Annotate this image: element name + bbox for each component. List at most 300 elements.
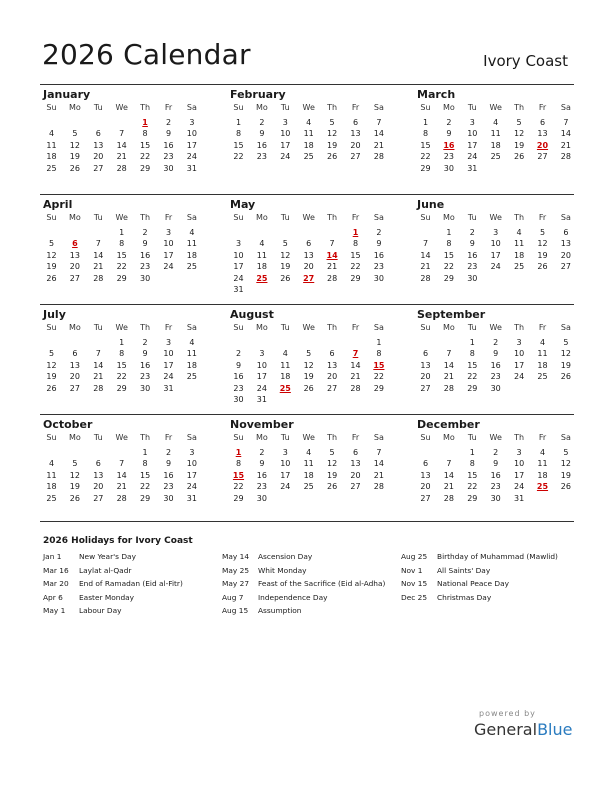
day-cell: 8	[352, 239, 359, 248]
day-cell: 9	[493, 459, 499, 468]
day-cell: 12	[69, 470, 80, 480]
day-cell: 29	[233, 493, 244, 503]
day-cell: 13	[69, 250, 80, 260]
weekday-label: Sa	[186, 103, 197, 112]
month-august	[227, 305, 389, 404]
month-name: April	[43, 198, 73, 211]
day-cell: 28	[116, 493, 127, 503]
weekday-label: Tu	[467, 103, 477, 112]
holiday-day-cell: 15	[373, 360, 385, 370]
holiday-row	[401, 552, 581, 566]
quarter-row	[40, 84, 574, 194]
day-cell: 2	[235, 349, 242, 358]
day-cell: 6	[563, 227, 569, 237]
day-cell: 27	[350, 482, 361, 491]
day-cell: 16	[467, 250, 478, 260]
day-cell: 15	[467, 360, 478, 370]
month-name: November	[230, 418, 294, 431]
holiday-name: Christmas Day	[437, 592, 492, 602]
day-cell: 7	[329, 239, 335, 248]
day-cell: 14	[420, 250, 431, 260]
day-cell: 3	[189, 117, 195, 127]
day-cell: 11	[46, 470, 57, 480]
day-cell: 24	[186, 152, 197, 161]
day-cell: 12	[46, 360, 57, 370]
weekday-label: Sa	[560, 213, 571, 222]
weekday-label: Fr	[351, 103, 360, 112]
day-cell: 28	[373, 482, 384, 491]
day-cell: 18	[537, 470, 548, 480]
holiday-day-cell: 16	[443, 140, 455, 150]
day-cell: 12	[514, 129, 525, 138]
day-cell: 7	[446, 459, 452, 468]
day-cell: 18	[280, 372, 291, 381]
weekday-label: Mo	[255, 433, 268, 442]
day-cell: 7	[376, 447, 382, 457]
day-cell: 21	[373, 140, 384, 150]
day-cell: 10	[233, 250, 244, 260]
day-cell: 23	[373, 262, 384, 271]
weekday-label: Th	[514, 213, 525, 222]
day-cell: 30	[140, 273, 151, 283]
day-cell: 6	[422, 349, 429, 358]
day-cell: 20	[69, 262, 80, 271]
holiday-date: Aug 7	[222, 592, 244, 602]
day-cell: 23	[163, 152, 174, 161]
day-cell: 25	[46, 493, 57, 503]
day-cell: 26	[280, 273, 291, 283]
day-cell: 27	[69, 383, 80, 393]
weekday-label: Mo	[442, 323, 455, 332]
month-september	[414, 305, 576, 393]
holiday-row	[401, 579, 581, 593]
day-cell: 29	[140, 163, 151, 173]
holiday-name: Independence Day	[258, 592, 328, 602]
weekday-label: Fr	[164, 323, 173, 332]
day-cell: 11	[256, 250, 267, 260]
weekday-label: Su	[46, 433, 57, 442]
day-cell: 22	[443, 262, 454, 271]
weekday-label: We	[115, 213, 128, 222]
day-cell: 25	[514, 262, 525, 271]
holiday-name: Easter Monday	[79, 592, 135, 602]
weekday-label: Su	[420, 103, 431, 112]
day-cell: 2	[165, 117, 172, 127]
day-cell: 9	[235, 360, 242, 370]
brand-logo[interactable]	[474, 720, 572, 739]
weekday-label: Tu	[93, 103, 103, 112]
day-cell: 31	[514, 493, 525, 503]
day-cell: 11	[303, 129, 314, 138]
day-cell: 14	[443, 360, 454, 370]
day-cell: 9	[493, 349, 499, 358]
day-cell: 25	[537, 372, 548, 381]
holiday-day-cell: 25	[279, 383, 291, 393]
holiday-date: May 1	[43, 606, 66, 615]
day-cell: 23	[490, 372, 501, 381]
day-cell: 13	[303, 250, 314, 260]
holidays-title: 2026 Holidays for Ivory Coast	[43, 536, 193, 546]
quarter-row	[40, 194, 574, 304]
holiday-day-cell: 6	[72, 239, 78, 248]
holiday-name: Assumption	[258, 606, 302, 615]
weekday-label: Sa	[560, 323, 571, 332]
holiday-name: Laylat al-Qadr	[79, 565, 132, 575]
weekday-label: Sa	[373, 323, 384, 332]
holiday-name: Birthday of Muhammad (Mawlid)	[437, 552, 558, 561]
day-cell: 7	[95, 239, 101, 248]
day-cell: 5	[48, 239, 55, 248]
day-cell: 2	[142, 337, 148, 347]
day-cell: 30	[163, 493, 174, 503]
day-cell: 22	[140, 152, 151, 161]
weekday-label: Th	[514, 103, 525, 112]
day-cell: 22	[350, 262, 361, 271]
day-cell: 5	[516, 117, 522, 127]
weekday-label: Tu	[280, 213, 290, 222]
day-cell: 14	[560, 129, 571, 138]
day-cell: 28	[560, 152, 571, 161]
day-cell: 16	[233, 372, 244, 381]
day-cell: 16	[163, 140, 174, 150]
day-cell: 30	[373, 273, 384, 283]
day-cell: 1	[469, 447, 475, 457]
weekday-label: Tu	[93, 433, 103, 442]
day-cell: 31	[186, 493, 197, 503]
day-cell: 18	[490, 140, 501, 150]
day-cell: 28	[116, 163, 127, 173]
day-cell: 2	[493, 337, 499, 347]
day-cell: 29	[116, 383, 127, 393]
day-cell: 10	[163, 239, 174, 248]
day-cell: 27	[420, 493, 431, 503]
weekday-label: Mo	[442, 213, 455, 222]
holiday-name: New Year's Day	[79, 552, 136, 561]
weekday-label: Th	[140, 323, 151, 332]
day-cell: 11	[537, 349, 548, 358]
weekday-label: Fr	[351, 433, 360, 442]
day-cell: 5	[563, 337, 569, 347]
day-cell: 3	[469, 117, 475, 127]
day-cell: 6	[72, 349, 78, 358]
day-cell: 17	[467, 140, 478, 150]
day-cell: 25	[186, 262, 197, 271]
day-cell: 24	[233, 273, 244, 283]
day-cell: 29	[350, 273, 361, 283]
day-cell: 7	[376, 117, 382, 127]
day-cell: 7	[422, 239, 429, 248]
day-cell: 27	[537, 152, 548, 161]
holiday-day-cell: 20	[536, 140, 549, 150]
day-cell: 19	[280, 262, 291, 271]
holiday-row	[222, 593, 402, 607]
day-cell: 13	[420, 470, 431, 480]
weekday-label: Su	[46, 213, 57, 222]
day-cell: 15	[467, 470, 478, 480]
holiday-day-cell: 25	[536, 482, 549, 491]
holiday-date: Nov 1	[401, 565, 423, 575]
day-cell: 12	[69, 140, 80, 150]
weekday-label: Su	[46, 103, 57, 112]
day-cell: 24	[514, 482, 525, 491]
day-cell: 4	[282, 349, 288, 358]
holiday-date: Nov 15	[401, 579, 428, 588]
holiday-day-cell: 25	[256, 273, 268, 283]
day-cell: 21	[420, 262, 431, 271]
day-cell: 8	[119, 349, 125, 358]
day-cell: 10	[186, 459, 197, 468]
day-cell: 27	[420, 383, 431, 393]
day-cell: 1	[119, 227, 125, 237]
day-cell: 24	[256, 383, 267, 393]
weekday-label: Th	[327, 323, 338, 332]
day-cell: 21	[327, 262, 338, 271]
day-cell: 12	[46, 250, 57, 260]
day-cell: 20	[327, 372, 338, 381]
month-march	[414, 85, 576, 173]
holiday-row	[222, 579, 402, 593]
day-cell: 21	[560, 140, 571, 150]
day-cell: 11	[537, 459, 548, 468]
weekday-label: Th	[327, 433, 338, 442]
day-cell: 30	[443, 163, 454, 173]
day-cell: 9	[259, 129, 265, 138]
day-cell: 12	[280, 250, 291, 260]
day-cell: 19	[537, 250, 548, 260]
weekday-label: Sa	[373, 213, 384, 222]
day-cell: 3	[282, 117, 288, 127]
day-cell: 22	[116, 262, 127, 271]
holiday-name: Feast of the Sacrifice (Eid al-Adha)	[258, 579, 386, 588]
day-cell: 22	[140, 482, 151, 491]
day-cell: 5	[329, 447, 335, 457]
day-cell: 17	[280, 470, 291, 480]
page-title: 2026 Calendar	[42, 38, 251, 71]
month-name: May	[230, 198, 256, 211]
day-cell: 30	[256, 493, 267, 503]
weekday-label: Sa	[373, 433, 384, 442]
day-cell: 28	[420, 273, 431, 283]
weekday-label: Fr	[164, 103, 173, 112]
day-cell: 3	[165, 227, 172, 237]
day-cell: 4	[48, 129, 55, 138]
day-cell: 12	[327, 129, 338, 138]
month-name: February	[230, 88, 286, 101]
day-cell: 13	[537, 129, 548, 138]
day-cell: 8	[119, 239, 125, 248]
day-cell: 24	[163, 372, 174, 381]
day-cell: 11	[514, 239, 525, 248]
day-cell: 20	[93, 482, 104, 491]
weekday-label: Fr	[538, 213, 547, 222]
day-cell: 6	[329, 349, 335, 358]
weekday-label: Tu	[280, 323, 290, 332]
day-cell: 9	[446, 129, 452, 138]
day-cell: 28	[443, 383, 454, 393]
weekday-label: Fr	[538, 433, 547, 442]
day-cell: 27	[327, 383, 338, 393]
weekday-label: Su	[233, 103, 244, 112]
holiday-row	[222, 606, 402, 620]
day-cell: 29	[116, 273, 127, 283]
day-cell: 3	[235, 239, 242, 248]
month-october	[40, 415, 202, 503]
weekday-label: Fr	[351, 323, 360, 332]
weekday-label: We	[115, 103, 128, 112]
day-cell: 4	[539, 447, 546, 457]
quarter-row	[40, 304, 574, 414]
day-cell: 19	[46, 262, 57, 271]
day-cell: 16	[140, 360, 151, 370]
brand-general: General	[474, 720, 538, 739]
holiday-row	[401, 593, 581, 607]
weekday-label: We	[489, 433, 502, 442]
day-cell: 22	[467, 482, 478, 491]
day-cell: 15	[233, 140, 244, 150]
holiday-row	[43, 606, 223, 620]
weekday-label: Th	[327, 213, 338, 222]
day-cell: 11	[186, 239, 197, 248]
month-november	[227, 415, 389, 503]
day-cell: 7	[446, 349, 452, 358]
holiday-day-cell: 1	[235, 447, 242, 457]
day-cell: 8	[446, 239, 452, 248]
day-cell: 16	[256, 140, 267, 150]
holidays-column-2	[222, 552, 402, 620]
holiday-row	[43, 579, 223, 593]
day-cell: 3	[165, 337, 172, 347]
holidays-column-3	[401, 552, 581, 606]
day-cell: 18	[256, 262, 267, 271]
day-cell: 19	[560, 360, 571, 370]
day-cell: 5	[72, 129, 78, 138]
day-cell: 11	[186, 349, 197, 358]
day-cell: 25	[186, 372, 197, 381]
day-cell: 9	[259, 459, 265, 468]
day-cell: 26	[69, 163, 80, 173]
day-cell: 17	[490, 250, 501, 260]
day-cell: 18	[186, 360, 197, 370]
day-cell: 24	[467, 152, 478, 161]
day-cell: 20	[560, 250, 571, 260]
day-cell: 31	[163, 383, 174, 393]
day-cell: 18	[303, 470, 314, 480]
day-cell: 20	[69, 372, 80, 381]
holiday-name: Ascension Day	[258, 552, 313, 561]
weekday-label: Tu	[280, 433, 290, 442]
holiday-date: Jan 1	[43, 552, 62, 561]
holiday-date: Aug 15	[222, 606, 249, 615]
weekday-label: Su	[233, 433, 244, 442]
day-cell: 2	[376, 227, 382, 237]
month-july	[40, 305, 202, 393]
holiday-row	[43, 552, 223, 566]
holiday-name: Whit Monday	[258, 565, 307, 575]
day-cell: 30	[163, 163, 174, 173]
weekday-label: Su	[233, 213, 244, 222]
day-cell: 4	[306, 117, 312, 127]
month-name: January	[43, 88, 91, 101]
day-cell: 30	[467, 273, 478, 283]
day-cell: 15	[116, 360, 127, 370]
day-cell: 3	[516, 337, 522, 347]
day-cell: 21	[443, 372, 454, 381]
day-cell: 22	[233, 482, 244, 491]
weekday-label: We	[302, 213, 315, 222]
weekday-label: Su	[46, 323, 57, 332]
day-cell: 12	[327, 459, 338, 468]
weekday-label: Mo	[68, 433, 81, 442]
day-cell: 27	[560, 262, 571, 271]
day-cell: 1	[422, 117, 429, 127]
day-cell: 28	[350, 383, 361, 393]
weekday-label: Mo	[255, 213, 268, 222]
weekday-label: Mo	[442, 433, 455, 442]
day-cell: 6	[352, 117, 359, 127]
day-cell: 1	[142, 447, 148, 457]
day-cell: 8	[142, 129, 148, 138]
day-cell: 4	[306, 447, 312, 457]
day-cell: 1	[235, 117, 242, 127]
day-cell: 18	[514, 250, 525, 260]
day-cell: 8	[142, 459, 148, 468]
day-cell: 16	[140, 250, 151, 260]
day-cell: 6	[422, 459, 429, 468]
day-cell: 19	[69, 152, 80, 161]
day-cell: 13	[420, 360, 431, 370]
weekday-label: Mo	[68, 103, 81, 112]
day-cell: 13	[69, 360, 80, 370]
holiday-name: Labour Day	[79, 606, 122, 615]
day-cell: 3	[189, 447, 195, 457]
day-cell: 18	[186, 250, 197, 260]
day-cell: 23	[233, 383, 244, 393]
day-cell: 26	[560, 372, 571, 381]
holidays-column-1	[43, 552, 223, 620]
day-cell: 23	[140, 372, 151, 381]
day-cell: 31	[233, 285, 244, 294]
day-cell: 30	[490, 493, 501, 503]
weekday-label: We	[302, 103, 315, 112]
powered-by-label: powered by	[479, 709, 536, 718]
day-cell: 16	[490, 470, 501, 480]
month-may	[227, 195, 389, 294]
day-cell: 21	[350, 372, 361, 381]
day-cell: 23	[490, 482, 501, 491]
day-cell: 10	[163, 349, 174, 358]
weekday-label: Mo	[68, 323, 81, 332]
month-january	[40, 85, 202, 173]
day-cell: 4	[493, 117, 499, 127]
day-cell: 21	[93, 372, 104, 381]
day-cell: 13	[93, 140, 104, 150]
day-cell: 27	[69, 273, 80, 283]
day-cell: 19	[327, 470, 338, 480]
weekday-label: Tu	[280, 103, 290, 112]
day-cell: 7	[119, 459, 125, 468]
day-cell: 19	[514, 140, 525, 150]
holiday-date: Mar 20	[43, 579, 69, 588]
day-cell: 25	[303, 152, 314, 161]
holiday-row	[401, 566, 581, 580]
weekday-label: We	[115, 323, 128, 332]
holiday-day-cell: 1	[352, 227, 359, 237]
day-cell: 22	[420, 152, 431, 161]
holiday-date: Aug 25	[401, 552, 428, 561]
day-cell: 5	[282, 239, 288, 248]
holiday-name: All Saints' Day	[437, 565, 491, 575]
day-cell: 17	[233, 262, 244, 271]
